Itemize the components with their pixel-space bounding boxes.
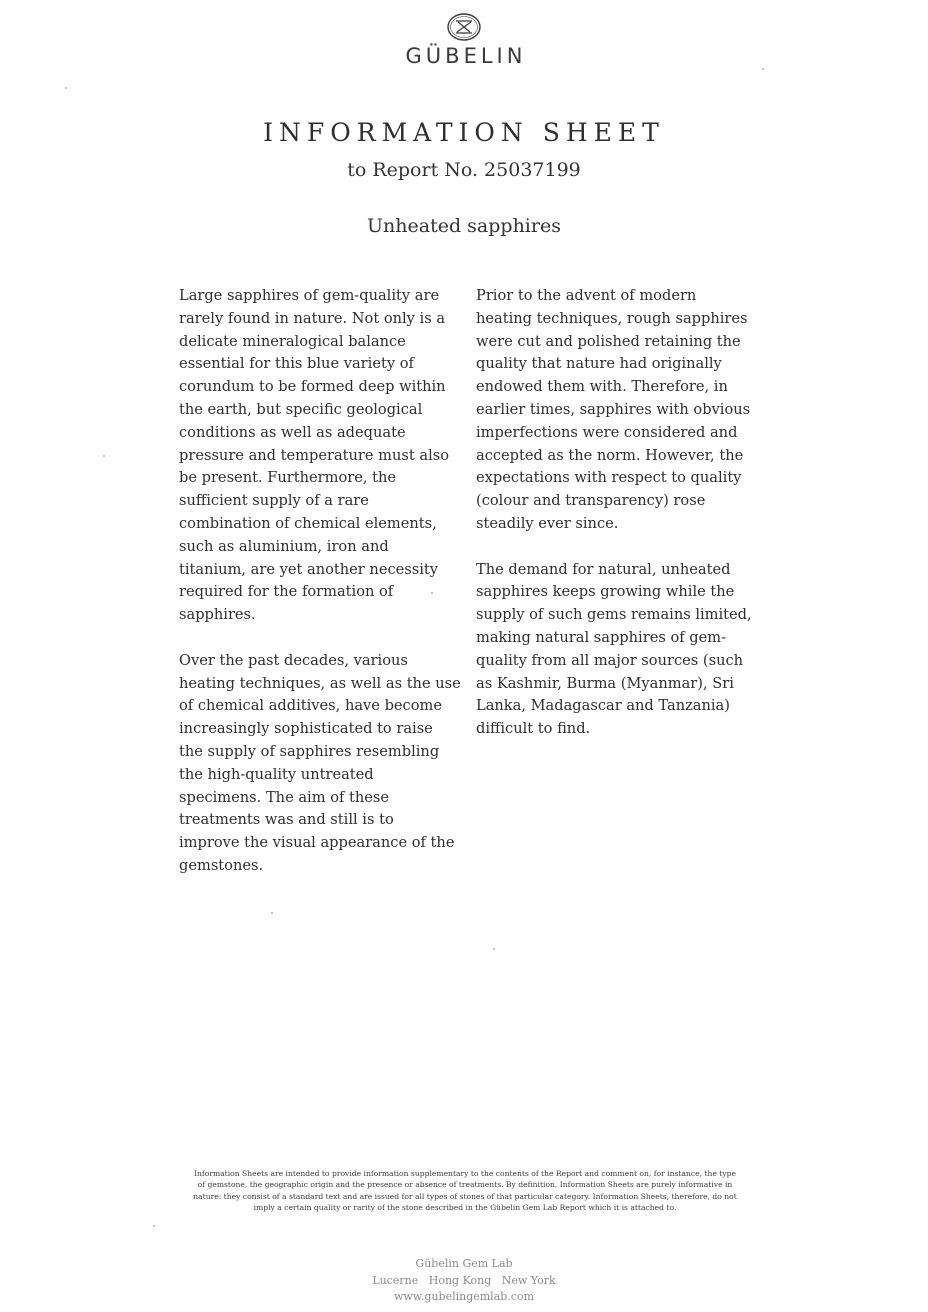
- lab-locations: Lucerne Hong Kong New York: [372, 1273, 556, 1287]
- brand-name: GÜBELIN: [405, 44, 527, 68]
- paragraph: The demand for natural, unheated sapphires keeps growing while the supply of such gems remains limited, making natural sapphires of gem- quality from all major sources (such as Kashmir, Burma (Myanmar), Sri Lanka, Madagascar and Tanzania) difficult to find.: [476, 560, 752, 738]
- scan-speck: [431, 592, 433, 594]
- brand-logo: [0, 12, 928, 68]
- left-column: [179, 285, 469, 901]
- scan-speck: [153, 1225, 155, 1227]
- gubelin-emblem-icon: [446, 12, 482, 42]
- paragraph: Prior to the advent of modern heating techniques, rough sapphires were cut and polished retaining the quality that nature had originally endowed them with. Therefore, in earlier times, sapphires with obvious imperfections were considered and accepted as the norm. However, the expectations with respect to quality (colour and transparency) rose steadily ever since.: [476, 287, 751, 532]
- lab-name: Gübelin Gem Lab: [415, 1257, 513, 1270]
- paragraph: Over the past decades, various heating techniques, as well as the use of chemical additives, have become increasingly sophisticated to raise the supply of sapphires resembling the high-quality untreated specimens. The aim of these treatments was and still is to improve the visual appearance of the gemstones.: [179, 651, 461, 874]
- scan-speck: [65, 87, 67, 89]
- scan-speck: [271, 912, 273, 914]
- paragraph: Large sapphires of gem-quality are rarely found in nature. Not only is a delicate mineralogical balance essential for this blue variety of corundum to be formed deep within the earth, but specific geological conditions as well as adequate pressure and temperature must also be present. Furthermore, the sufficient supply of a rare combination of chemical elements, such as aluminium, iron and titanium, are yet another necessity required for the formation of sapphires.: [179, 287, 450, 624]
- footer: [0, 1256, 928, 1306]
- topic-heading: Unheated sapphires: [367, 215, 561, 237]
- disclaimer-text: Information Sheets are intended to provide information supplementary to the contents of the Report and comment on, for instance, the type of gemstone, the geographic origin and the presence or absence of treatments. By definition, Information Sheets are purely informative in nature: they consist of a standard text and are issued for all types of stones of that particular category. Information Sheets, therefore, do not imply a certain quality or rarity of the stone described in the Gübelin Gem Lab Report which it is attached to.: [193, 1169, 737, 1213]
- scan-speck: [762, 68, 764, 70]
- page-title: INFORMATION SHEET: [263, 118, 665, 147]
- scan-speck: [103, 455, 105, 457]
- scan-speck: [493, 948, 495, 950]
- report-number: to Report No. 25037199: [347, 159, 581, 181]
- website-link[interactable]: www.gubelingemlab.com: [393, 1290, 535, 1303]
- right-column: [476, 285, 766, 764]
